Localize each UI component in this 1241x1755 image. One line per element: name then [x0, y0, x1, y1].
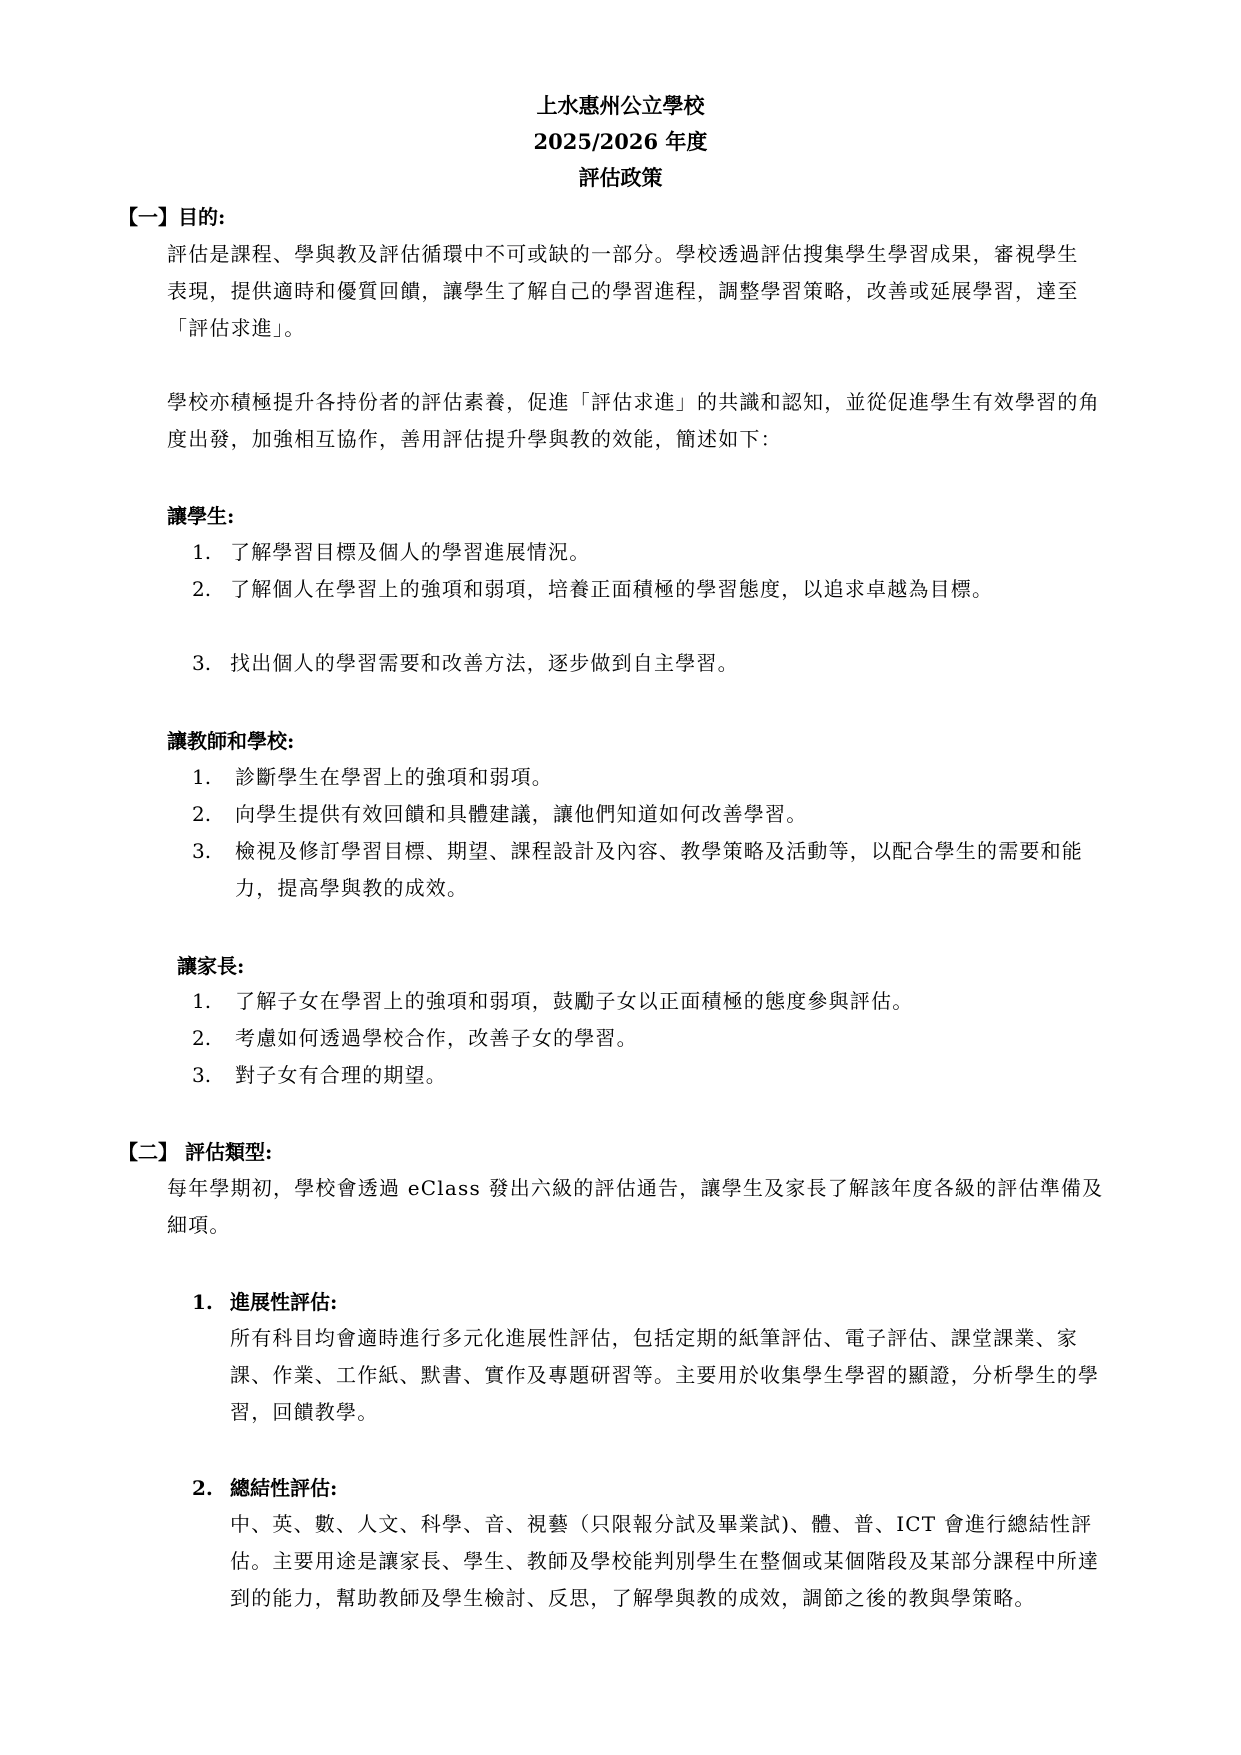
list-number: 1. — [192, 540, 212, 564]
list-text: 找出個人的學習需要和改善方法，逐步做到自主學習。 — [230, 651, 739, 675]
students-heading: 讓學生: — [167, 504, 235, 528]
list-number: 3. — [192, 651, 212, 675]
section-1-paragraph-1: 評估是課程、學與教及評估循環中不可或缺的一部分。學校透過評估搜集學生學習成果，審視學生表現，提供適時和優質回饋，讓學生了解自己的學習進程，調整學習策略，改善或延展學習，達至「評估求進」。 — [167, 242, 1079, 340]
summative-assessment-heading: 總結性評估: — [230, 1476, 338, 1500]
list-number: 3. — [192, 839, 212, 863]
section-2-heading: 【二】 評估類型: — [118, 1140, 273, 1164]
list-text: 了解子女在學習上的強項和弱項，鼓勵子女以正面積極的態度參與評估。 — [235, 989, 914, 1013]
section-1-heading: 【一】目的: — [118, 205, 226, 229]
list-text: 向學生提供有效回饋和具體建議，讓他們知道如何改善學習。 — [235, 802, 808, 826]
list-text: 考慮如何透過學校合作，改善子女的學習。 — [235, 1026, 638, 1050]
summative-assessment-text: 中、英、數、人文、科學、音、視藝（只限報分試及畢業試)、體、普、ICT 會進行總結性評估。主要用途是讓家長、學生、教師及學校能判別學生在整個或某個階段及某部分課程中所達到的能力，幫助教師及學生檢討、反思，了解學與教的成效，調節之後的教與學策略。 — [230, 1512, 1100, 1610]
section-1-paragraph-2: 學校亦積極提升各持份者的評估素養，促進「評估求進」的共識和認知，並從促進學生有效學習的角度出發，加強相互協作，善用評估提升學與教的效能，簡述如下： — [167, 390, 1100, 451]
teachers-heading: 讓教師和學校: — [167, 729, 295, 753]
list-text: 對子女有合理的期望。 — [235, 1063, 447, 1087]
formative-assessment-text: 所有科目均會適時進行多元化進展性評估，包括定期的紙筆評估、電子評估、課堂課業、家課、作業、工作紙、默書、實作及專題研習等。主要用於收集學生學習的顯證，分析學生的學習，回饋教學。 — [230, 1326, 1100, 1424]
section-2-paragraph: 每年學期初，學校會透過 eClass 發出六級的評估通告，讓學生及家長了解該年度各級的評估準備及細項。 — [167, 1176, 1104, 1237]
list-text: 檢視及修訂學習目標、期望、課程設計及內容、教學策略及活動等，以配合學生的需要和能力，提高學與教的成效。 — [235, 839, 1083, 900]
formative-assessment-heading: 進展性評估: — [230, 1290, 338, 1314]
list-number: 2. — [192, 577, 212, 601]
type-number: 1. — [192, 1290, 213, 1314]
list-text: 了解個人在學習上的強項和弱項，培養正面積極的學習態度，以追求卓越為目標。 — [230, 577, 994, 601]
list-number: 2. — [192, 802, 212, 826]
school-name: 上水惠州公立學校 — [536, 93, 705, 118]
list-number: 1. — [192, 765, 212, 789]
list-text: 了解學習目標及個人的學習進展情況。 — [230, 540, 591, 564]
type-number: 2. — [192, 1476, 213, 1500]
parents-heading: 讓家長: — [177, 954, 245, 978]
list-number: 1. — [192, 989, 212, 1013]
school-year: 2025/2026 年度 — [533, 129, 708, 154]
list-text: 診斷學生在學習上的強項和弱項。 — [235, 765, 553, 789]
document-title: 評估政策 — [578, 165, 663, 190]
list-number: 2. — [192, 1026, 212, 1050]
list-number: 3. — [192, 1063, 212, 1087]
